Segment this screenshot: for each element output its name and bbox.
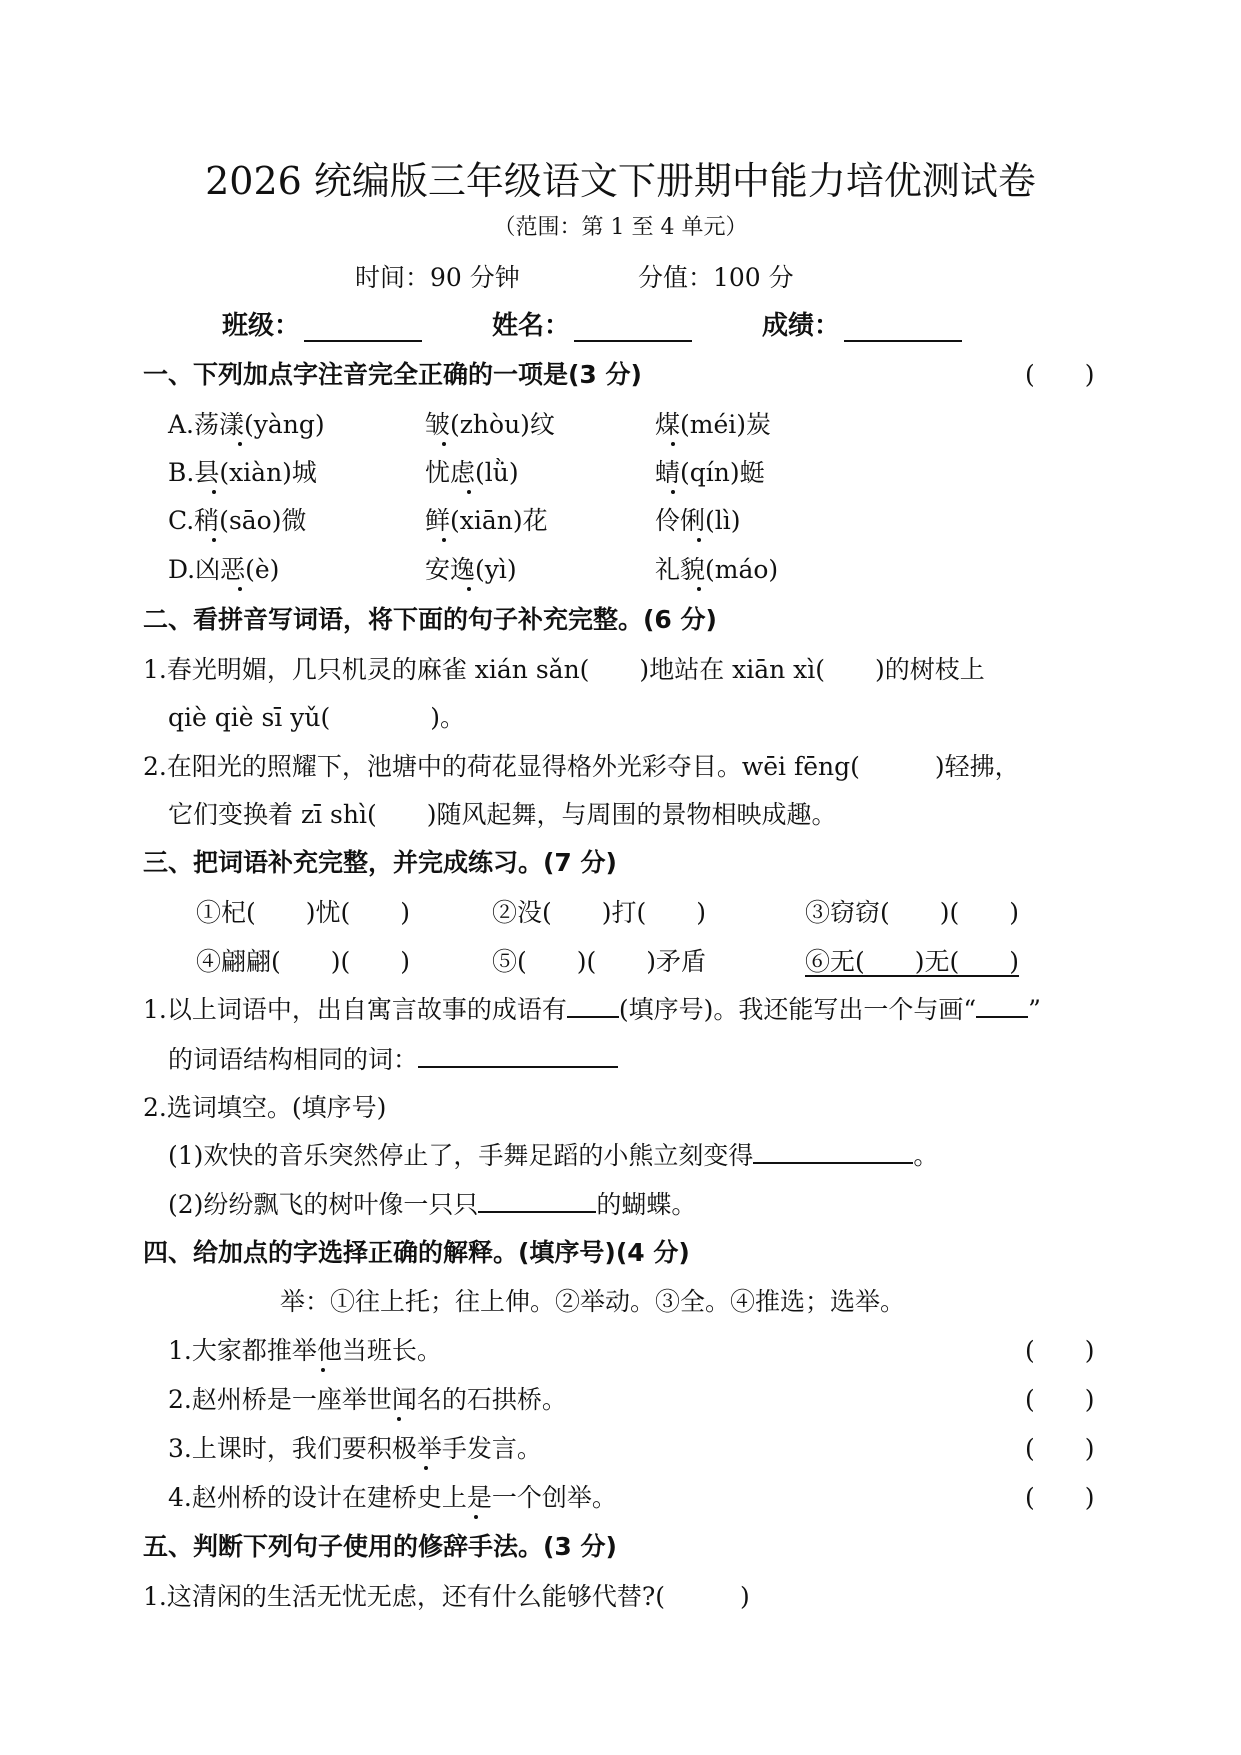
q3-sub2-item2-text: (2)纷纷飘飞的树叶像一只只 — [168, 1190, 479, 1219]
grade-blank[interactable] — [844, 314, 962, 342]
class-field — [222, 305, 422, 342]
q1-option-b-1: B.县(xiàn)城 — [168, 458, 317, 487]
q3-sub1-blank-1[interactable] — [567, 1015, 619, 1018]
exam-score: 分值：100 分 — [638, 263, 794, 292]
q3-idiom-2: ②没( )打( ) — [492, 898, 707, 927]
q4-item-1-paren[interactable]: ( ) — [1025, 1336, 1095, 1365]
q1-option-c-2: 鲜(xiān)花 — [425, 506, 548, 535]
q4-heading: 四、给加点的字选择正确的解释。(填序号)(4 分) — [143, 1238, 690, 1267]
q3-sub1-text-b: (填序号)。我还能写出一个与画“ — [618, 995, 977, 1024]
emphasis-dot — [424, 1466, 428, 1470]
q4-item-4: 4.赵州桥的设计在建桥史上是一个创举。 — [168, 1483, 617, 1512]
q1-option-b-3: 蜻(qín)蜓 — [655, 458, 765, 487]
q1-option-c-1: C.稍(sāo)微 — [168, 506, 307, 535]
q3-sub1-text-a: 1.以上词语中，出自寓言故事的成语有 — [143, 995, 567, 1024]
q4-definition: 举：①往上托；往上伸。②举动。③全。④推选；选举。 — [280, 1287, 906, 1316]
emphasis-dot — [238, 442, 242, 446]
q4-item-2-paren[interactable]: ( ) — [1025, 1385, 1095, 1414]
q3-idiom-6: ⑥无( )无( ) — [805, 947, 1020, 976]
q3-sub2-blank-1[interactable] — [753, 1161, 913, 1164]
q1-answer-paren[interactable]: ( ) — [1025, 360, 1095, 389]
q3-sub2-item-2 — [168, 1185, 696, 1221]
q3-idiom-3: ③窃窃( )( ) — [805, 898, 1020, 927]
emphasis-dot — [697, 538, 701, 542]
q2-line-2: qiè qiè sī yǔ( )。 — [168, 703, 465, 732]
q4-item-4-paren[interactable]: ( ) — [1025, 1483, 1095, 1512]
q3-sub1-blank-2[interactable] — [976, 1015, 1028, 1018]
emphasis-dot — [442, 538, 446, 542]
q3-sub1-text-c: ” — [1028, 995, 1041, 1024]
q1-option-a-1: A.荡漾(yàng) — [168, 410, 325, 439]
q1-option-c-3: 伶俐(lì) — [655, 506, 741, 535]
q3-sub2-item1-text: (1)欢快的音乐突然停止了，手舞足蹈的小熊立刻变得 — [168, 1141, 754, 1170]
grade-field — [762, 305, 962, 342]
q1-option-d-3: 礼貌(máo) — [655, 555, 779, 584]
name-field — [492, 305, 692, 342]
name-blank[interactable] — [574, 314, 692, 342]
q3-idiom-4: ④翩翩( )( ) — [196, 947, 411, 976]
q4-item-1: 1.大家都推举他当班长。 — [168, 1336, 442, 1365]
q1-option-d-2: 安逸(yì) — [425, 555, 517, 584]
emphasis-dot — [671, 490, 675, 494]
emphasis-dot — [212, 538, 216, 542]
q5-item-1: 1.这清闲的生活无忧无虑，还有什么能够代替?( ) — [143, 1582, 750, 1611]
q2-line-1: 1.春光明媚，几只机灵的麻雀 xián sǎn( )地站在 xiān xì( )的树枝上 — [143, 655, 985, 684]
q4-item-2: 2.赵州桥是一座举世闻名的石拱桥。 — [168, 1385, 567, 1414]
q3-sub1-line-2 — [168, 1040, 618, 1076]
grade-label: 成绩： — [762, 311, 841, 341]
q3-sub2-item-1 — [168, 1136, 938, 1172]
q1-heading: 一、下列加点字注音完全正确的一项是(3 分) — [143, 360, 642, 389]
page-title: 2026 统编版三年级语文下册期中能力培优测试卷 — [205, 159, 1036, 203]
q1-option-d-1: D.凶恶(è) — [168, 555, 280, 584]
q2-line-3: 2.在阳光的照耀下，池塘中的荷花显得格外光彩夺目。wēi fēng( )轻拂， — [143, 752, 1020, 781]
name-label: 姓名： — [492, 311, 571, 341]
emphasis-dot — [321, 1368, 325, 1372]
emphasis-dot — [397, 1417, 401, 1421]
emphasis-dot — [474, 1515, 478, 1519]
q1-option-a-3: 煤(méi)炭 — [655, 410, 772, 439]
q2-line-4: 它们变换着 zī shì( )随风起舞，与周围的景物相映成趣。 — [168, 800, 837, 829]
q4-item-3-paren[interactable]: ( ) — [1025, 1434, 1095, 1463]
q3-sub2-blank-2[interactable] — [478, 1210, 596, 1213]
emphasis-dot — [442, 442, 446, 446]
class-blank[interactable] — [304, 314, 422, 342]
q3-heading: 三、把词语补充完整，并完成练习。(7 分) — [143, 848, 617, 877]
q3-sub1-line-1 — [143, 990, 1041, 1026]
emphasis-dot — [212, 490, 216, 494]
q3-sub2: 2.选词填空。(填序号) — [143, 1093, 387, 1122]
q3-idiom-5: ⑤( )( )矛盾 — [492, 947, 707, 976]
exam-range: （范围：第 1 至 4 单元） — [493, 215, 748, 240]
class-label: 班级： — [222, 311, 301, 341]
q4-item-3: 3.上课时，我们要积极举手发言。 — [168, 1434, 542, 1463]
q1-option-b-2: 忧虑(lǜ) — [425, 458, 519, 487]
emphasis-dot — [697, 587, 701, 591]
q3-idiom-1: ①杞( )忧( ) — [196, 898, 411, 927]
emphasis-dot — [238, 587, 242, 591]
emphasis-dot — [467, 587, 471, 591]
exam-time: 时间：90 分钟 — [355, 263, 520, 292]
q3-sub1-blank-3[interactable] — [418, 1065, 618, 1068]
emphasis-dot — [671, 442, 675, 446]
q3-sub2-item2-end: 的蝴蝶。 — [596, 1190, 697, 1219]
q5-heading: 五、判断下列句子使用的修辞手法。(3 分) — [143, 1532, 617, 1561]
q3-sub1-line2-text: 的词语结构相同的词： — [168, 1045, 419, 1074]
q1-option-a-2: 皱(zhòu)纹 — [425, 410, 555, 439]
q3-sub2-item1-end: 。 — [913, 1141, 939, 1170]
q2-heading: 二、看拼音写词语，将下面的句子补充完整。(6 分) — [143, 605, 717, 634]
emphasis-dot — [467, 490, 471, 494]
